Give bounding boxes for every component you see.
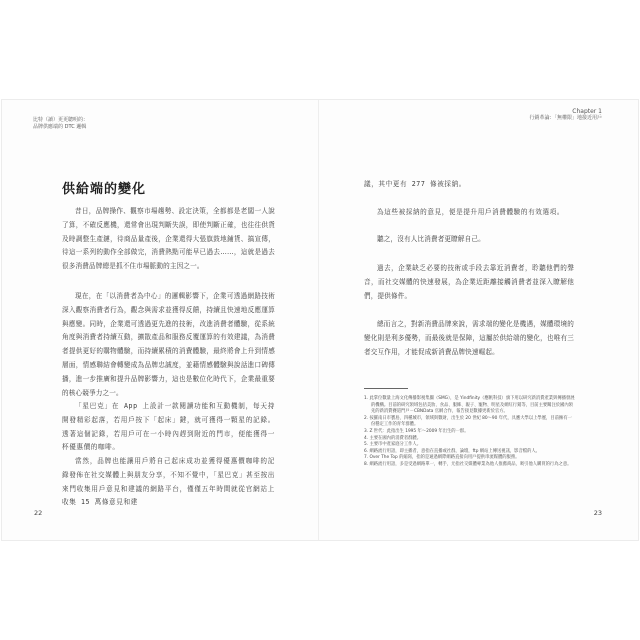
left-running-header xyxy=(33,117,88,131)
section-heading: 供給端的變化 xyxy=(62,182,147,197)
right-paragraph-5: 總而言之，對新消費品牌來說，需求端的變化是機遇，媒體環境的變化則是利多優勢，而最後就是保障，這屬於供給端的變化，也唯有三者交互作用，才能促成新消費品牌快速崛起。 xyxy=(364,320,574,356)
footnote-item: 5. 主要市中產家庭分工作人。 xyxy=(364,442,422,448)
left-paragraph-1: 昔日，品牌操作、觀察市場趨勢、設定決策，全都都是老闆一人說了算，不確反應機，還常會出現判斷失誤，即使判斷正確，也往往供貨及時調整生產鏈，待商品量產後，企業還得大張旗鼓地鋪貨、搞宣傳，待這一系列的動作全部做完，消費熱點可能早已過去……，這就是過去很多消費品牌總是抓不住市場脈動的主因之一。 xyxy=(62,207,275,271)
chapter-label: Chapter 1 xyxy=(572,108,602,115)
footnote-item: 7. Over The Top 的縮寫，指的是通過網際網路直接向用戶提供串流媒體的服務。 xyxy=(364,455,520,461)
left-paragraph-3: 「星巴克」在 App 上設計一款閱讀功能和互動機制，每天持開發精彩起落，若用戶按下「起床」鍵，就可獲得一顆星的記錄。透著這個記錄，若用戶可在一小時內趕到附近的門市，便能獲得一杯優惠價的咖啡。 xyxy=(62,402,275,452)
right-paragraph-1: 議，其中更有 277 條被採納。 xyxy=(364,180,466,188)
right-paragraph-4: 過去，企業缺乏必要的技術或手段去靠近消費者，聆聽他們的聲音，而社交媒體的快速發展，為企業近距離接觸消費者並深入瞭解他們，提供條件。 xyxy=(364,264,574,300)
footnote-item: 6. 網路流行用語，即主播者，意指在直播或社群，論壇，ftp 網站上傳送視訊，影音檔的人。 xyxy=(364,448,540,454)
chapter-title: 行銷革論：「無權限」地接近用戶 xyxy=(529,115,602,121)
right-page-number: 23 xyxy=(593,509,602,517)
left-page-number: 22 xyxy=(34,509,43,517)
left-header-line-2: 品牌供應端的 DTC 邏輯 xyxy=(33,124,87,130)
right-paragraph-2: 為這些被採納的意見，便是提升用戶消費體驗的有效選項。 xyxy=(377,208,565,216)
footnote-item: 2. 按羅南日市寶島，四種城市，領域與數財，出生於 20 世紀 80～90 年代，具應大學以上學歷，目前擁有一份穩定工作的青年群體。 xyxy=(364,415,572,428)
right-running-header xyxy=(529,108,602,122)
footnote-item: 3. Z 世代：此指出生 1995 年～2009 年出生的一群。 xyxy=(364,428,469,434)
left-paragraph-4: 當然，品牌也能讓用戶將自己起床成功並獲得優惠價咖啡的記錄發佈在社交媒體上與朋友分享，不知不覺中，「星巴克」甚至按出來門收集用戶意見和建議的網路平台，僅僅五年時間就從官網站上收集 15 萬條意見和建 xyxy=(62,457,275,507)
footnotes-list xyxy=(364,396,576,469)
book-gutter xyxy=(318,100,319,540)
right-paragraph-3: 聽之，沒有人比消費者更瞭解自己。 xyxy=(377,235,485,243)
footnote-item: 4. 主要在國內的消費者群體。 xyxy=(364,435,422,441)
left-header-line-1: 比特（讀）更更聰明的： xyxy=(33,117,89,123)
footnote-item: 8. 網路流行用語，多是受過網路單一，轉手，尤指社交媒體專業為他人推薦商品，吸引他人購買的行為之意。 xyxy=(364,461,572,467)
footnote-item: 1. 此掌位數量上海文化傳播影視集團（SMG），是 Yindfinity（應帆科技）旗下用以研究新消費產業與傳播發展的機構。目前的研究領域包括美妝、食品、服飾、親子、寵物、明星及網紅行銷等，目前主要關注於國內領先的新消費賽道門戶－CBNData 官網合作，報告接見數據更新於官方。 xyxy=(364,396,575,415)
left-paragraph-2: 現在，在「以消費者為中心」的邏輯影響下，企業可透過網路技術深入觀察消費者行為，觀念與需求並獲得反饋，持續且快速地反應運算與應變。同時，企業還可透過更先進的技術，改進消費者體驗，從系統角度與消費者持續互動，擴散產品和服務反覆運算的有效建議，為消費者提供更好的購物體驗，而持續累積的消費體驗，最終將會上升到情感層面，情感聯結會轉變成為品牌忠誠度，並藉情感體驗與說話進口碑傳播，進一步推廣和提升品牌影響力，這也是數位化時代下，企業最重要的核心競爭力之一。 xyxy=(62,292,275,397)
footnote-divider xyxy=(364,388,408,389)
